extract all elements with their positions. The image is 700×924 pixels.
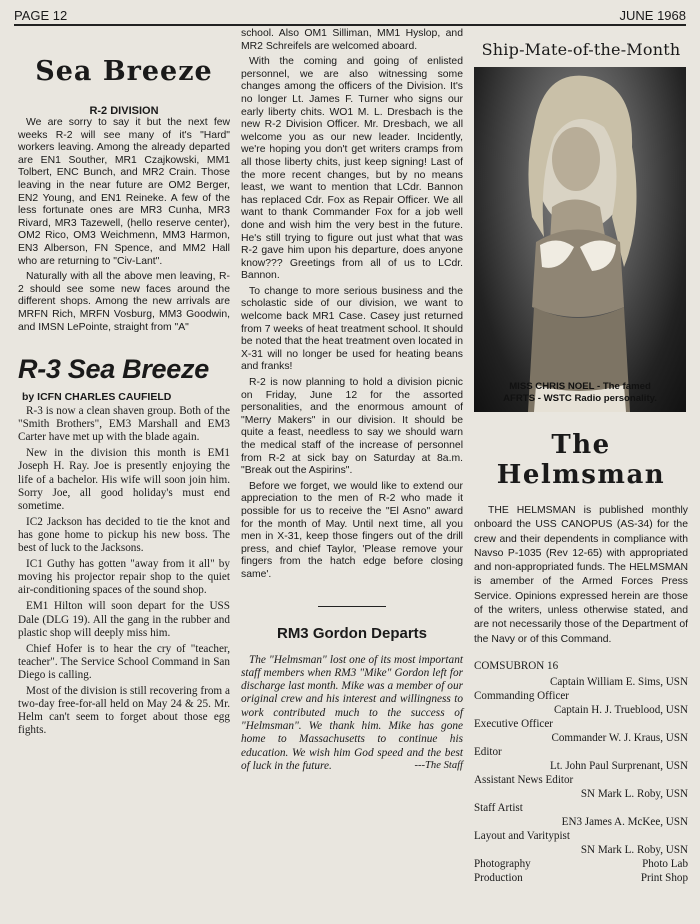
r3-byline: by ICFN CHARLES CAUFIELD [22,391,172,404]
portrait-figure-icon [474,67,686,412]
r3-paragraph: EM1 Hilton will soon depart for the USS Dale (DLG 19). All the gang in the rubber and plastic shop will deeply miss him. [18,600,230,639]
ship-mate-photo [474,67,686,412]
r2-paragraph: Naturally with all the above men leaving, R-2 should see some new faces around the different shops. Among the new arrivals are MRFN Rich, MRFN Vosburg, MM3 Goodwin, and IMSN LePointe, straight from "A" [18,271,230,333]
staff-name: Captain William E. Sims, USN [549,675,688,688]
issue-date: JUNE 1968 [619,8,686,23]
section-divider [318,606,386,607]
staff-name: SN Mark L. Roby, USN [580,843,688,856]
caption-line-2: AFRTS - WSTC Radio personality. [503,392,657,404]
r2-continued-paragraph: With the coming and going of enlisted personnel, we are also witnessing some changes among the officers of the Division. It's no longer Lt. James F. Turner who signs our early liberty chits. WO1 M. L. Dresbach is the new R-2 Division Officer. Mr. Dresbach, we all welcome you as our new leader. Incidently, we're hoping you don't get writers cramps from all those liberty chits, just keep signing! Last of the more recent changes, but by no means least, we want to mention that LCdr. Bannon has replaced Cdr. Fox as Repair Officer. We all want to thank Commander Fox for a job well done and wish him the very best in the future. He's still trying to figure out just what that was R-2 gave him upon his departure, does anyone know??? Greetings from all of us to LCdr. Bannon. [241,56,463,282]
r3-paragraph: IC1 Guthy has gotten "away from it all" by moving his projector repair shop to the quiet air-conditioning spaces of the sound shop. [18,558,230,597]
page-header [14,8,686,24]
page-number: PAGE 12 [14,8,68,23]
header-rule [14,24,686,26]
helmsman-masthead: The Helmsman [496,430,666,490]
staff-name: Commander W. J. Kraus, USN [551,731,688,744]
r2-division-heading: R-2 DIVISION [89,105,159,117]
staff-title: Staff Artist [474,801,523,814]
staff-name: EN3 James A. McKee, USN [561,815,688,828]
staff-name: Captain H. J. Trueblood, USN [553,703,688,716]
rm3-gordon-heading: RM3 Gordon Departs [276,624,427,642]
staff-title: Layout and Varitypist [474,829,570,842]
credit-label: Production [474,871,523,884]
credit-label: Photography [474,857,531,870]
staff-title: Assistant News Editor [474,773,574,786]
sea-breeze-masthead: Sea Breeze [35,56,213,87]
credit-row [474,871,688,885]
photo-caption [474,381,686,404]
r3-paragraph: Most of the division is still recovering from a two-day free-for-all held on May 24 & 25. Mr. Helm can't seem to forget about those egg fights. [18,684,230,737]
r2-continued-paragraph: school. Also OM1 Silliman, MM1 Hyslop, and MR2 Schreifels are welcomed aboard. [241,28,463,52]
staff-title: Editor [474,745,502,758]
r2-continued-paragraph: To change to more serious business and the scholastic side of our division, we want to welcome back MR1 Case. Casey just returned from 7 weeks of heat treatment school. It should be noted that the heat treatment oven located in X-31 will no longer be used for heating beans and franks! [241,285,463,373]
staff-title: Executive Officer [474,717,553,730]
rm3-gordon-text: The "Helmsman" lost one of its most important staff members when RM3 "Mike" Gordon left for discharge last month. Mike was a member of our original crew and his interest and willingness to work contributed much to the success of "Helmsman". We thank him. Mike has gone home to Massachusetts to continue his education. We wish him God speed and the best of luck in the future. [241,653,463,772]
credit-value: Print Shop [640,871,688,884]
r3-sea-breeze-title: R-3 Sea Breeze [18,354,209,385]
column-right [474,28,688,885]
staff-name: SN Mark L. Roby, USN [580,787,688,800]
column-middle [241,28,463,771]
r3-paragraph: New in the division this month is EM1 Joseph H. Ray. Joe is presently enjoying the life of a bachelor. His wife will soon join him. Sorry Joe, all good holiday's must end sometime. [18,447,230,512]
staff-title: Commanding Officer [474,689,569,702]
r3-paragraph: Chief Hofer is to hear the cry of "teacher, teacher". The Service School Command in San Diego is calling. [18,642,230,681]
r2-continued-paragraph: R-2 is now planning to hold a division picnic on Friday, June 12 for the assorted personalities, and the enormous amount of "Merry Makers" in our division. It should be quite a feast, needless to say we should warn the medical staff of the increase of personnel from R-2 at sick bay on Saturday at 8a.m. "Break out the Aspirins". [241,377,463,477]
unit-name: COMSUBRON 16 [474,659,559,672]
ship-mate-heading: Ship-Mate-of-the-Month [481,40,681,59]
helmsman-about-text: THE HELMSMAN is published monthly onboard the USS CANOPUS (AS-34) for the crew and their dependents in compliance with Navso P-1035 (Rev 12-65) with appropriated and non-appropriated funds. The HELMSMAN is amember of the Armed Forces Press Service. Opinions expressed herein are those of the writers, unless otherwise stated, and are not necessarily those of the Department of the Navy or of this Command. [474,505,688,645]
rm3-signature: ---The Staff [414,760,463,772]
credit-value: Photo Lab [642,857,688,870]
r2-continued-paragraph: Before we forget, we would like to extend our appreciation to the men of R-2 who made it possible for us to receive the "El Asno" award for the month of May. Until next time, all you men in X-31, keep those fingers out of the drill press, and chief Taylor, 'Please remove your fingers from the hatch edge before closing same'. [241,480,463,580]
r3-paragraph: IC2 Jackson has decided to tie the knot and has gone home to pickup his new boss. The best of luck to the Jacksons. [18,515,230,555]
column-left [18,28,230,740]
staff-roster [474,659,688,885]
credit-row [474,857,688,871]
caption-line-1: MISS CHRIS NOEL - The famed [509,381,651,392]
r3-paragraph: R-3 is now a clean shaven group. Both of the "Smith Brothers", EM3 Marshall and EM3 Carter have met up with the blade again. [18,405,230,444]
staff-name: Lt. John Paul Surprenant, USN [549,759,688,772]
r2-paragraph: We are sorry to say it but the next few weeks R-2 will see many of it's "Hard" workers leaving. Among the already departed are EN1 Souther, MR1 Czajkowski, MM1 Tolbert, ENC Bunch, and MR2 Crain. Those leaving in the near future are OM2 Berger, EN2 Young, and EN1 Reineke. A few of the less fortunate ones are MR3 Cunha, MR3 Rivard, MR3 Tazewell, (hello reserve center), OM2 Rico, OM3 Weichmenn, MM3 Harmon, EN3 Alberson, FN Spence, and MM2 Hall who are returning to "Civ-Lant". [18,117,230,267]
